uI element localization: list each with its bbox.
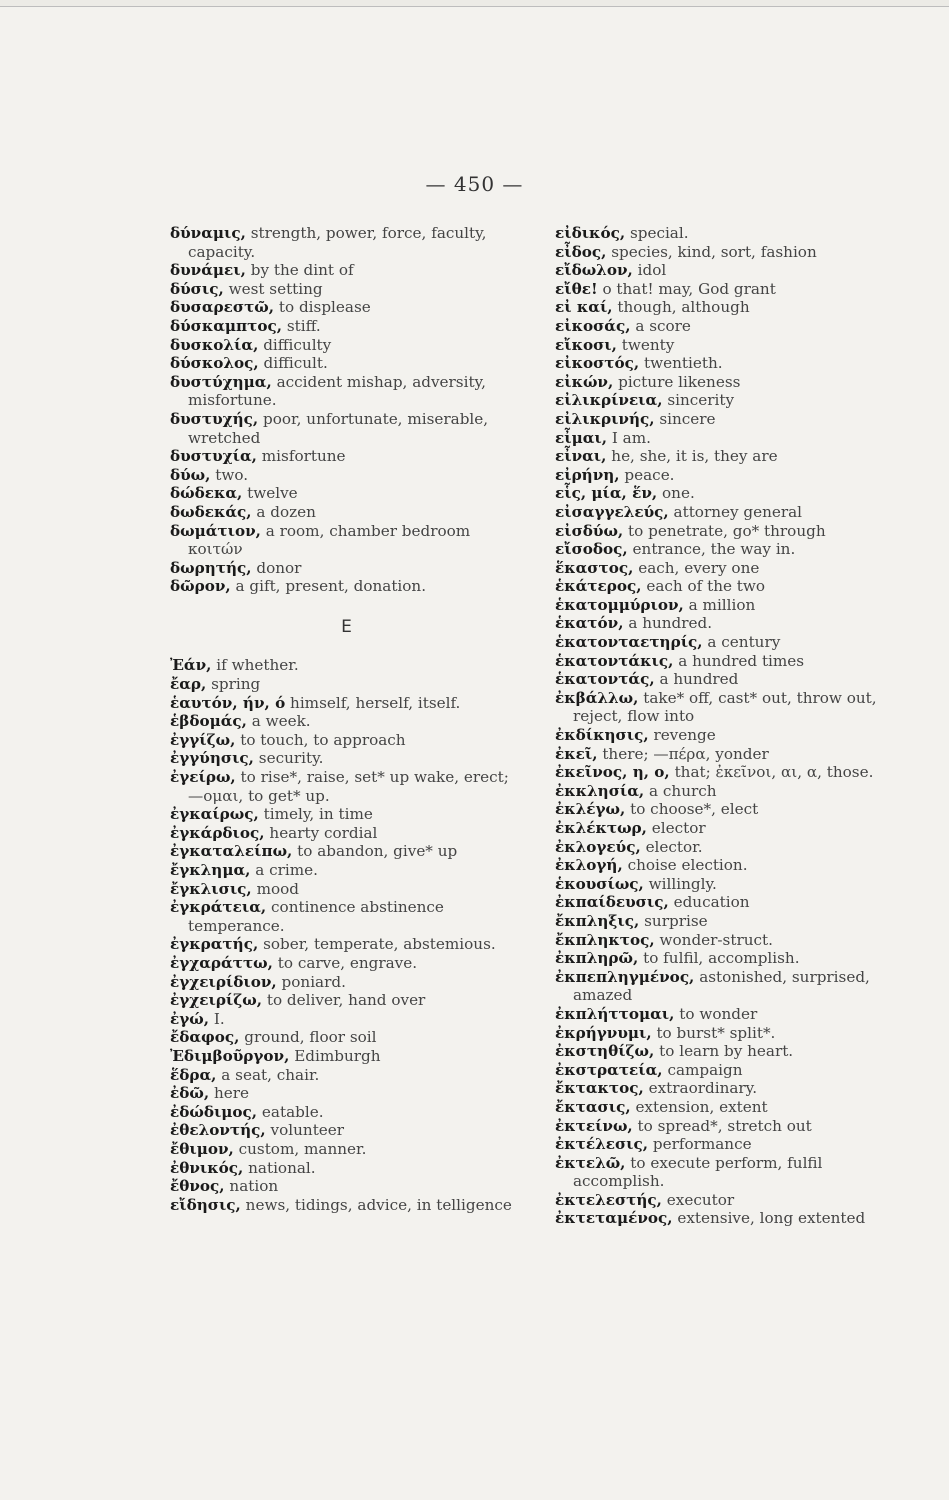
headword: ἐγχειρίζω, — [170, 991, 263, 1010]
dictionary-entry — [555, 354, 910, 373]
definition: a church — [649, 781, 717, 800]
headword: ἔθιμον, — [170, 1139, 234, 1158]
definition: executor — [666, 1190, 735, 1209]
dictionary-entry — [555, 1191, 910, 1210]
headword: δυσκολία, — [170, 335, 259, 354]
definition: ground, floor soil — [244, 1028, 377, 1047]
dictionary-entry — [170, 447, 525, 466]
headword: ἐκστηθίζω, — [555, 1042, 655, 1061]
dictionary-entry — [555, 670, 910, 689]
headword: ἐκλέκτωρ, — [555, 819, 647, 837]
headword: ἐκεῖνος, η, ο, — [555, 763, 670, 782]
headword: εἰσαγγελεύς, — [555, 502, 669, 521]
headword: εἰλικρίνεια, — [555, 391, 663, 410]
left-column — [170, 224, 525, 1214]
headword: ἐκτέλεσις, — [555, 1135, 649, 1154]
dictionary-entry — [555, 856, 910, 875]
dictionary-entry — [555, 280, 910, 299]
definition: to abandon, give* up — [297, 842, 458, 861]
headword: ἐκτελῶ, — [555, 1153, 626, 1172]
dictionary-entry — [170, 1140, 525, 1159]
headword: ἕδρα, — [170, 1065, 217, 1084]
dictionary-entry — [170, 861, 525, 880]
headword: ἐθνικός, — [170, 1158, 244, 1177]
headword: ἐκτείνω, — [555, 1116, 633, 1135]
headword: ἐδώδιμος, — [170, 1102, 258, 1121]
definition: here — [213, 1084, 249, 1103]
definition: one. — [662, 484, 695, 503]
definition: each of the two — [646, 577, 766, 596]
entries-delta — [170, 224, 525, 596]
headword: ἔδαφος, — [170, 1028, 240, 1047]
definition: continence abstinence temperance. — [188, 898, 444, 935]
headword: ἐκλέγω, — [555, 800, 626, 819]
dictionary-entry — [170, 880, 525, 899]
headword: ἑκατονταετηρίς, — [555, 633, 703, 652]
dictionary-entry — [170, 1159, 525, 1178]
definition: Edimburgh — [294, 1046, 381, 1065]
dictionary-entry — [170, 973, 525, 992]
headword: ἐγώ, — [170, 1009, 210, 1028]
dictionary-entry — [555, 949, 910, 968]
headword: δυστύχημα, — [170, 372, 272, 391]
dictionary-entry — [555, 614, 910, 633]
dictionary-entry — [555, 1098, 910, 1117]
headword: εἰ καί, — [555, 298, 613, 317]
dictionary-entry — [555, 763, 910, 782]
definition: west setting — [228, 279, 323, 298]
definition: willingly. — [648, 874, 717, 893]
definition: difficult. — [263, 354, 328, 373]
headword: εἶδος, — [555, 242, 607, 261]
headword: εἰδικός, — [555, 224, 626, 242]
definition: twenty — [621, 335, 675, 354]
dictionary-entry — [170, 768, 525, 805]
dictionary-entry — [555, 224, 910, 243]
headword: δύσις, — [170, 279, 224, 298]
dictionary-entry — [555, 726, 910, 745]
headword: ἐγγίζω, — [170, 730, 236, 749]
dictionary-entry — [170, 522, 525, 559]
definition: special. — [629, 224, 689, 242]
headword: δυνάμει, — [170, 261, 246, 280]
definition: misfortune — [261, 447, 346, 466]
headword: ἐγκαίρως, — [170, 805, 259, 824]
headword: ἐκβάλλω, — [555, 688, 639, 707]
dictionary-entry — [555, 1154, 910, 1191]
definition: news, tidings, advice, in telligence — [245, 1195, 512, 1214]
headword: εἴδωλον, — [555, 261, 633, 280]
entries-epsilon — [170, 656, 525, 1214]
dictionary-entry — [555, 503, 910, 522]
definition: mood — [256, 879, 299, 898]
headword: δυστυχής, — [170, 409, 259, 428]
definition: each, every one — [638, 558, 760, 577]
dictionary-entry — [555, 633, 910, 652]
definition: difficulty — [263, 335, 332, 354]
dictionary-entry — [555, 1024, 910, 1043]
definition: twelve — [247, 484, 298, 503]
definition: security. — [258, 749, 324, 768]
definition: elector. — [645, 837, 703, 856]
definition: surprise — [644, 911, 708, 930]
dictionary-entry — [555, 484, 910, 503]
headword: ἐκδίκησις, — [555, 726, 649, 745]
definition: spring — [211, 675, 261, 694]
dictionary-entry — [170, 317, 525, 336]
definition: a century — [707, 633, 781, 652]
headword: ἐκπεπληγμένος, — [555, 967, 695, 986]
dictionary-entry — [170, 675, 525, 694]
definition: peace. — [624, 465, 675, 484]
dictionary-entry — [170, 656, 525, 675]
definition: performance — [652, 1135, 752, 1154]
headword: δωδεκάς, — [170, 502, 252, 521]
headword: ἐκτεταμένος, — [555, 1209, 673, 1228]
definition: there; —πέρα, yonder — [602, 744, 769, 763]
dictionary-entry — [555, 652, 910, 671]
headword: δύναμις, — [170, 224, 246, 242]
definition: stiff. — [286, 316, 321, 335]
headword: ἑκατοντάς, — [555, 670, 655, 689]
definition: a million — [688, 595, 756, 614]
headword: ἔγκλημα, — [170, 861, 251, 879]
page-number: — 450 — — [425, 172, 524, 196]
definition: he, she, it is, they are — [611, 447, 778, 466]
dictionary-entry — [555, 298, 910, 317]
definition: wonder-struct. — [659, 930, 773, 949]
dictionary-entry — [170, 1084, 525, 1103]
headword: ἐθελοντής, — [170, 1121, 266, 1140]
dictionary-entry — [170, 954, 525, 973]
definition: extension, extent — [635, 1097, 768, 1116]
definition: if whether. — [216, 656, 299, 675]
headword: ἐκκλησία, — [555, 781, 645, 800]
dictionary-entry — [555, 373, 910, 392]
dictionary-entry — [555, 875, 910, 894]
definition: donor — [256, 558, 302, 577]
definition: a hundred. — [628, 614, 713, 633]
headword: δωμάτιον, — [170, 521, 261, 540]
headword: εἰσδύω, — [555, 521, 624, 540]
dictionary-entry — [555, 429, 910, 448]
dictionary-entry — [170, 354, 525, 373]
headword: ἐγχειρίδιον, — [170, 972, 277, 991]
dictionary-entry — [555, 447, 910, 466]
dictionary-entry — [170, 280, 525, 299]
headword: ἔθνος, — [170, 1177, 225, 1196]
definition: national. — [248, 1158, 316, 1177]
dictionary-entry — [555, 1117, 910, 1136]
dictionary-entry — [170, 336, 525, 355]
dictionary-entry — [170, 1028, 525, 1047]
dictionary-entry — [555, 466, 910, 485]
dictionary-entry — [555, 1135, 910, 1154]
dictionary-entry — [555, 838, 910, 857]
section-letter-e: E — [341, 616, 354, 637]
definition: to execute perform, fulfil accomplish. — [573, 1153, 823, 1191]
definition: hearty cordial — [269, 823, 378, 842]
headword: ἐκπληρῶ, — [555, 949, 639, 968]
dictionary-entry — [170, 298, 525, 317]
headword: ἐκλογεύς, — [555, 837, 641, 856]
definition: to penetrate, go* through — [628, 521, 826, 540]
dictionary-entry — [170, 1121, 525, 1140]
definition: custom, manner. — [238, 1139, 367, 1158]
dictionary-entry — [555, 410, 910, 429]
definition: to displease — [278, 298, 371, 317]
headword: ἔκπληκτος, — [555, 930, 655, 949]
headword: ἐγκράτεια, — [170, 898, 267, 917]
definition: volunteer — [270, 1121, 345, 1140]
headword: ἐκρήγνυμι, — [555, 1023, 652, 1042]
headword: δώδεκα, — [170, 484, 243, 503]
definition: accident mishap, adversity, misfortune. — [188, 372, 486, 410]
definition: a seat, chair. — [221, 1065, 320, 1084]
definition: extensive, long extented — [677, 1209, 866, 1228]
headword: εἰλικρινής, — [555, 409, 655, 428]
definition: though, although — [617, 298, 750, 317]
dictionary-entry — [170, 694, 525, 713]
dictionary-entry — [170, 731, 525, 750]
definition: picture likeness — [618, 372, 741, 391]
definition: attorney general — [673, 502, 803, 521]
headword: ἐγκαταλείπω, — [170, 842, 293, 861]
definition: o that! may, God grant — [602, 279, 776, 298]
headword: ἐκστρατεία, — [555, 1060, 663, 1079]
definition: to fulfil, accomplish. — [643, 949, 800, 968]
headword: ἐκπλήττομαι, — [555, 1004, 675, 1023]
dictionary-entry — [170, 1196, 525, 1215]
headword: ἑκατόν, — [555, 614, 624, 633]
dictionary-entry — [555, 800, 910, 819]
headword: εἴκοσι, — [555, 335, 617, 354]
dictionary-entry — [170, 503, 525, 522]
definition: revenge — [653, 726, 716, 745]
dictionary-entry — [555, 522, 910, 541]
headword: ἐκεῖ, — [555, 744, 598, 763]
headword: εἴθε! — [555, 279, 598, 298]
definition: timely, in time — [263, 805, 373, 824]
definition: campaign — [667, 1060, 743, 1079]
definition: a hundred times — [678, 651, 805, 670]
headword: ἑβδομάς, — [170, 712, 247, 731]
headword: εἶναι, — [555, 447, 607, 466]
definition: a hundred — [659, 670, 739, 689]
dictionary-entry — [170, 1103, 525, 1122]
definition: to choose*, elect — [630, 800, 759, 819]
headword: δῶρον, — [170, 577, 231, 596]
definition: extraordinary. — [648, 1079, 758, 1098]
headword: ἐκπαίδευσις, — [555, 893, 669, 912]
dictionary-entry — [170, 1066, 525, 1085]
dictionary-entry — [555, 745, 910, 764]
dictionary-entry — [170, 1010, 525, 1029]
dictionary-entry — [555, 391, 910, 410]
definition: I. — [213, 1009, 225, 1028]
dictionary-entry — [170, 261, 525, 280]
dictionary-entry — [170, 466, 525, 485]
headword: Ἐάν, — [170, 656, 212, 675]
definition: two. — [215, 465, 249, 484]
definition: a week. — [251, 712, 311, 731]
dictionary-entry — [555, 577, 910, 596]
dictionary-entry — [555, 317, 910, 336]
headword: δωρητής, — [170, 558, 252, 577]
headword: εἴδησις, — [170, 1195, 241, 1214]
headword: ἔγκλισις, — [170, 879, 252, 898]
definition: to deliver, hand over — [266, 991, 426, 1010]
headword: ἐγείρω, — [170, 768, 236, 787]
dictionary-entry — [170, 577, 525, 596]
headword: εἶμαι, — [555, 428, 608, 447]
headword: εἰκών, — [555, 372, 614, 391]
definition: himself, herself, itself. — [290, 693, 461, 712]
definition: to carve, engrave. — [277, 953, 418, 972]
dictionary-entry — [170, 749, 525, 768]
definition: a room, chamber bedroom κοιτών — [188, 521, 471, 559]
headword: Ἐδιμβοῦργον, — [170, 1046, 290, 1065]
headword: δύω, — [170, 465, 211, 484]
headword: ἑκατομμύριον, — [555, 595, 684, 614]
headword: ἐδῶ, — [170, 1084, 210, 1103]
dictionary-entry — [555, 931, 910, 950]
definition: astonished, surprised, amazed — [573, 967, 870, 1005]
dictionary-entry — [555, 1079, 910, 1098]
dictionary-entry — [555, 968, 910, 1005]
definition: sincerity — [667, 391, 735, 410]
dictionary-entry — [555, 782, 910, 801]
dictionary-entry — [170, 410, 525, 447]
definition: nation — [229, 1177, 279, 1196]
definition: a gift, present, donation. — [235, 577, 427, 596]
definition: a score — [635, 316, 691, 335]
definition: to learn by heart. — [659, 1042, 794, 1061]
dictionary-entry — [555, 1042, 910, 1061]
definition: to wonder — [679, 1004, 758, 1023]
definition: twentieth. — [644, 354, 723, 373]
headword: ἐγκάρδιος, — [170, 823, 265, 842]
definition: that; ἐκεῖνοι, αι, α, those. — [674, 763, 874, 782]
right-column — [555, 224, 910, 1228]
dictionary-entry — [555, 819, 910, 838]
headword: εἷς, μία, ἕν, — [555, 484, 658, 503]
dictionary-entry — [555, 1005, 910, 1024]
definition: to touch, to approach — [240, 730, 406, 749]
dictionary-entry — [170, 935, 525, 954]
definition: strength, power, force, faculty, capacity. — [188, 224, 487, 261]
headword: εἰκοστός, — [555, 354, 640, 373]
headword: ἐκλογή, — [555, 856, 623, 875]
dictionary-entry — [170, 484, 525, 503]
definition: sober, temperate, abstemious. — [263, 935, 496, 954]
headword: ἑκάτερος, — [555, 577, 642, 596]
headword: δυσαρεστῶ, — [170, 298, 275, 317]
headword: ἐγγύησις, — [170, 749, 254, 768]
entries-epsilon-cont — [555, 224, 910, 1228]
headword: εἰρήνη, — [555, 465, 620, 484]
definition: entrance, the way in. — [632, 540, 796, 559]
headword: εἴσοδος, — [555, 540, 628, 559]
headword: ἔκτασις, — [555, 1097, 631, 1116]
definition: education — [673, 893, 750, 912]
headword: εἰκοσάς, — [555, 316, 631, 335]
dictionary-entry — [555, 261, 910, 280]
headword: ἐγκρατής, — [170, 935, 259, 954]
top-edge-rule — [0, 0, 949, 7]
dictionary-entry — [555, 336, 910, 355]
dictionary-entry — [170, 824, 525, 843]
dictionary-entry — [555, 596, 910, 615]
dictionary-entry — [555, 689, 910, 726]
definition: species, kind, sort, fashion — [611, 242, 817, 261]
dictionary-entry — [170, 224, 525, 261]
definition: to spread*, stretch out — [637, 1116, 812, 1135]
headword: δύσκαμπτος, — [170, 316, 283, 335]
definition: eatable. — [261, 1102, 324, 1121]
dictionary-entry — [555, 243, 910, 262]
definition: a crime. — [255, 861, 318, 879]
headword: ἔκπληξις, — [555, 911, 640, 930]
dictionary-entry — [170, 712, 525, 731]
definition: poniard. — [281, 972, 346, 991]
definition: poor, unfortunate, miserable, wretched — [188, 409, 489, 447]
headword: ἑαυτόν, ήν, ό — [170, 693, 286, 712]
dictionary-entry — [555, 540, 910, 559]
dictionary-entry — [555, 893, 910, 912]
definition: take* off, cast* out, throw out, reject, flow into — [573, 688, 877, 726]
dictionary-entry — [170, 991, 525, 1010]
dictionary-entry — [555, 912, 910, 931]
definition: I am. — [611, 428, 651, 447]
headword: ἐγχαράττω, — [170, 953, 273, 972]
dictionary-entry — [170, 1047, 525, 1066]
dictionary-entry — [555, 1209, 910, 1228]
dictionary-entry — [170, 805, 525, 824]
headword: ἐκτελεστής, — [555, 1190, 662, 1209]
headword: δύσκολος, — [170, 354, 259, 373]
dictionary-entry — [170, 373, 525, 410]
definition: sincere — [659, 409, 716, 428]
headword: ἑκουσίως, — [555, 874, 644, 893]
dictionary-entry — [170, 842, 525, 861]
definition: idol — [637, 261, 667, 280]
headword: ἕκαστος, — [555, 558, 634, 577]
dictionary-entry — [170, 1177, 525, 1196]
definition: by the dint of — [250, 261, 354, 280]
headword: δυστυχία, — [170, 447, 257, 466]
dictionary-entry — [555, 559, 910, 578]
definition: elector — [651, 819, 706, 837]
definition: a dozen — [256, 502, 316, 521]
dictionary-entry — [170, 898, 525, 935]
headword: ἔκτακτος, — [555, 1079, 644, 1098]
definition: to rise*, raise, set* up wake, erect; —ομαι, to get* up. — [188, 768, 509, 805]
headword: ἑκατοντάκις, — [555, 651, 674, 670]
definition: to burst* split*. — [656, 1023, 776, 1042]
headword: ἔαρ, — [170, 675, 207, 694]
definition: choise election. — [627, 856, 748, 875]
dictionary-entry — [555, 1061, 910, 1080]
dictionary-entry — [170, 559, 525, 578]
